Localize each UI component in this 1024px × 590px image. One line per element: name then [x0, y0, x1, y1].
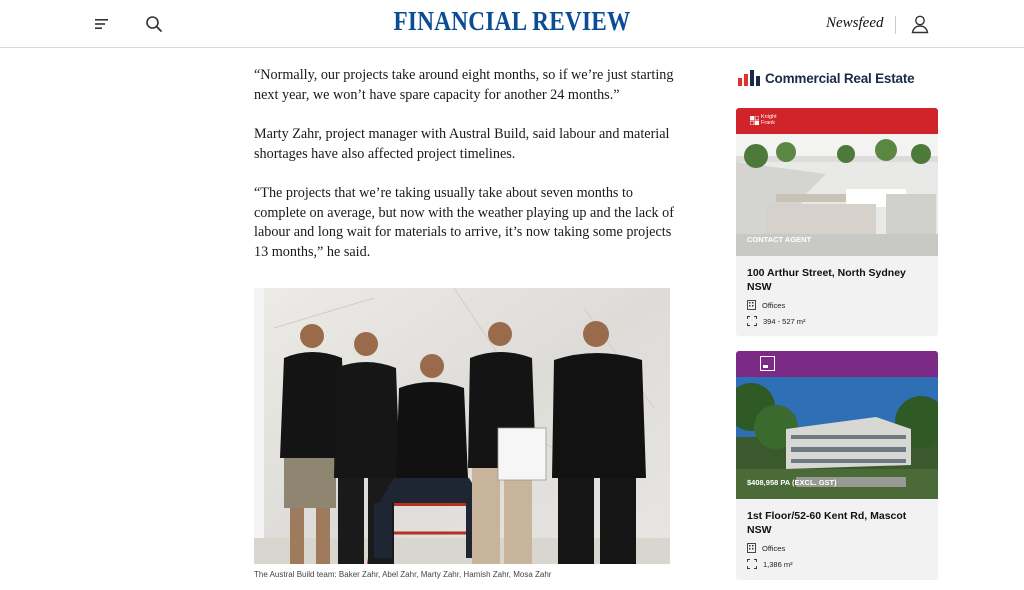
masthead-logo[interactable]: FINANCIAL REVIEW: [393, 6, 631, 36]
commercial-real-estate-logo[interactable]: [738, 68, 914, 88]
property-title[interactable]: 100 Arthur Street, North Sydney NSW: [747, 267, 906, 293]
article-paragraph: Marty Zahr, project manager with Austral Build, said labour and material shortages have also affected project timelines.: [254, 126, 670, 162]
user-icon[interactable]: [909, 13, 931, 35]
property-type: Offices: [762, 300, 786, 310]
bar-chart-icon: [738, 70, 760, 86]
property-type-row: [747, 543, 927, 553]
card-tag: CONTACT AGENT: [747, 235, 812, 244]
sidebar-brand-label: Commercial Real Estate: [765, 70, 915, 86]
area-icon: [747, 316, 757, 326]
property-area: 1,386 m²: [763, 559, 793, 569]
property-title[interactable]: 1st Floor/52-60 Kent Rd, Mascot NSW: [747, 510, 907, 536]
building-icon: [747, 543, 756, 553]
agency-name-line: Knight: [761, 114, 777, 120]
property-photo: [736, 134, 938, 256]
property-card[interactable]: [736, 351, 938, 580]
property-area: 394 - 527 m²: [763, 316, 806, 326]
newsfeed-link[interactable]: Newsfeed: [826, 15, 884, 31]
property-type-row: [747, 300, 927, 310]
agency-band: [736, 351, 938, 377]
agency-logo: [750, 114, 777, 126]
article-body: [254, 66, 674, 282]
card-tag: $408,958 PA (EXCL. GST): [747, 478, 837, 487]
agency-name-line: Frank: [761, 120, 776, 126]
agency-logo-icon: [760, 356, 775, 371]
article-paragraph: “Normally, our projects take around eight months, so if we’re just starting next year, we won’t have spare capacity for another 24 months.”: [254, 67, 674, 103]
article-photo: [254, 288, 670, 564]
property-type: Offices: [762, 543, 786, 553]
building-icon: [747, 300, 756, 310]
site-header: [0, 0, 1024, 48]
property-area-row: [747, 559, 927, 569]
property-area-row: [747, 316, 927, 326]
article-paragraph: “The projects that we’re taking usually take about seven months to complete on average, but now with the weather playing up and the lack of labour and long wait for materials to arrive, it’s now taking some projects 13 months,” he said.: [254, 185, 674, 260]
property-photo: [736, 377, 938, 499]
knight-frank-logo-icon: [750, 116, 759, 125]
header-divider: [895, 16, 896, 34]
property-card[interactable]: [736, 108, 938, 336]
photo-caption: The Austral Build team: Baker Zahr, Abel Zahr, Marty Zahr, Hamish Zahr, Mosa Zahr: [254, 570, 552, 579]
agency-band: [736, 108, 938, 134]
area-icon: [747, 559, 757, 569]
